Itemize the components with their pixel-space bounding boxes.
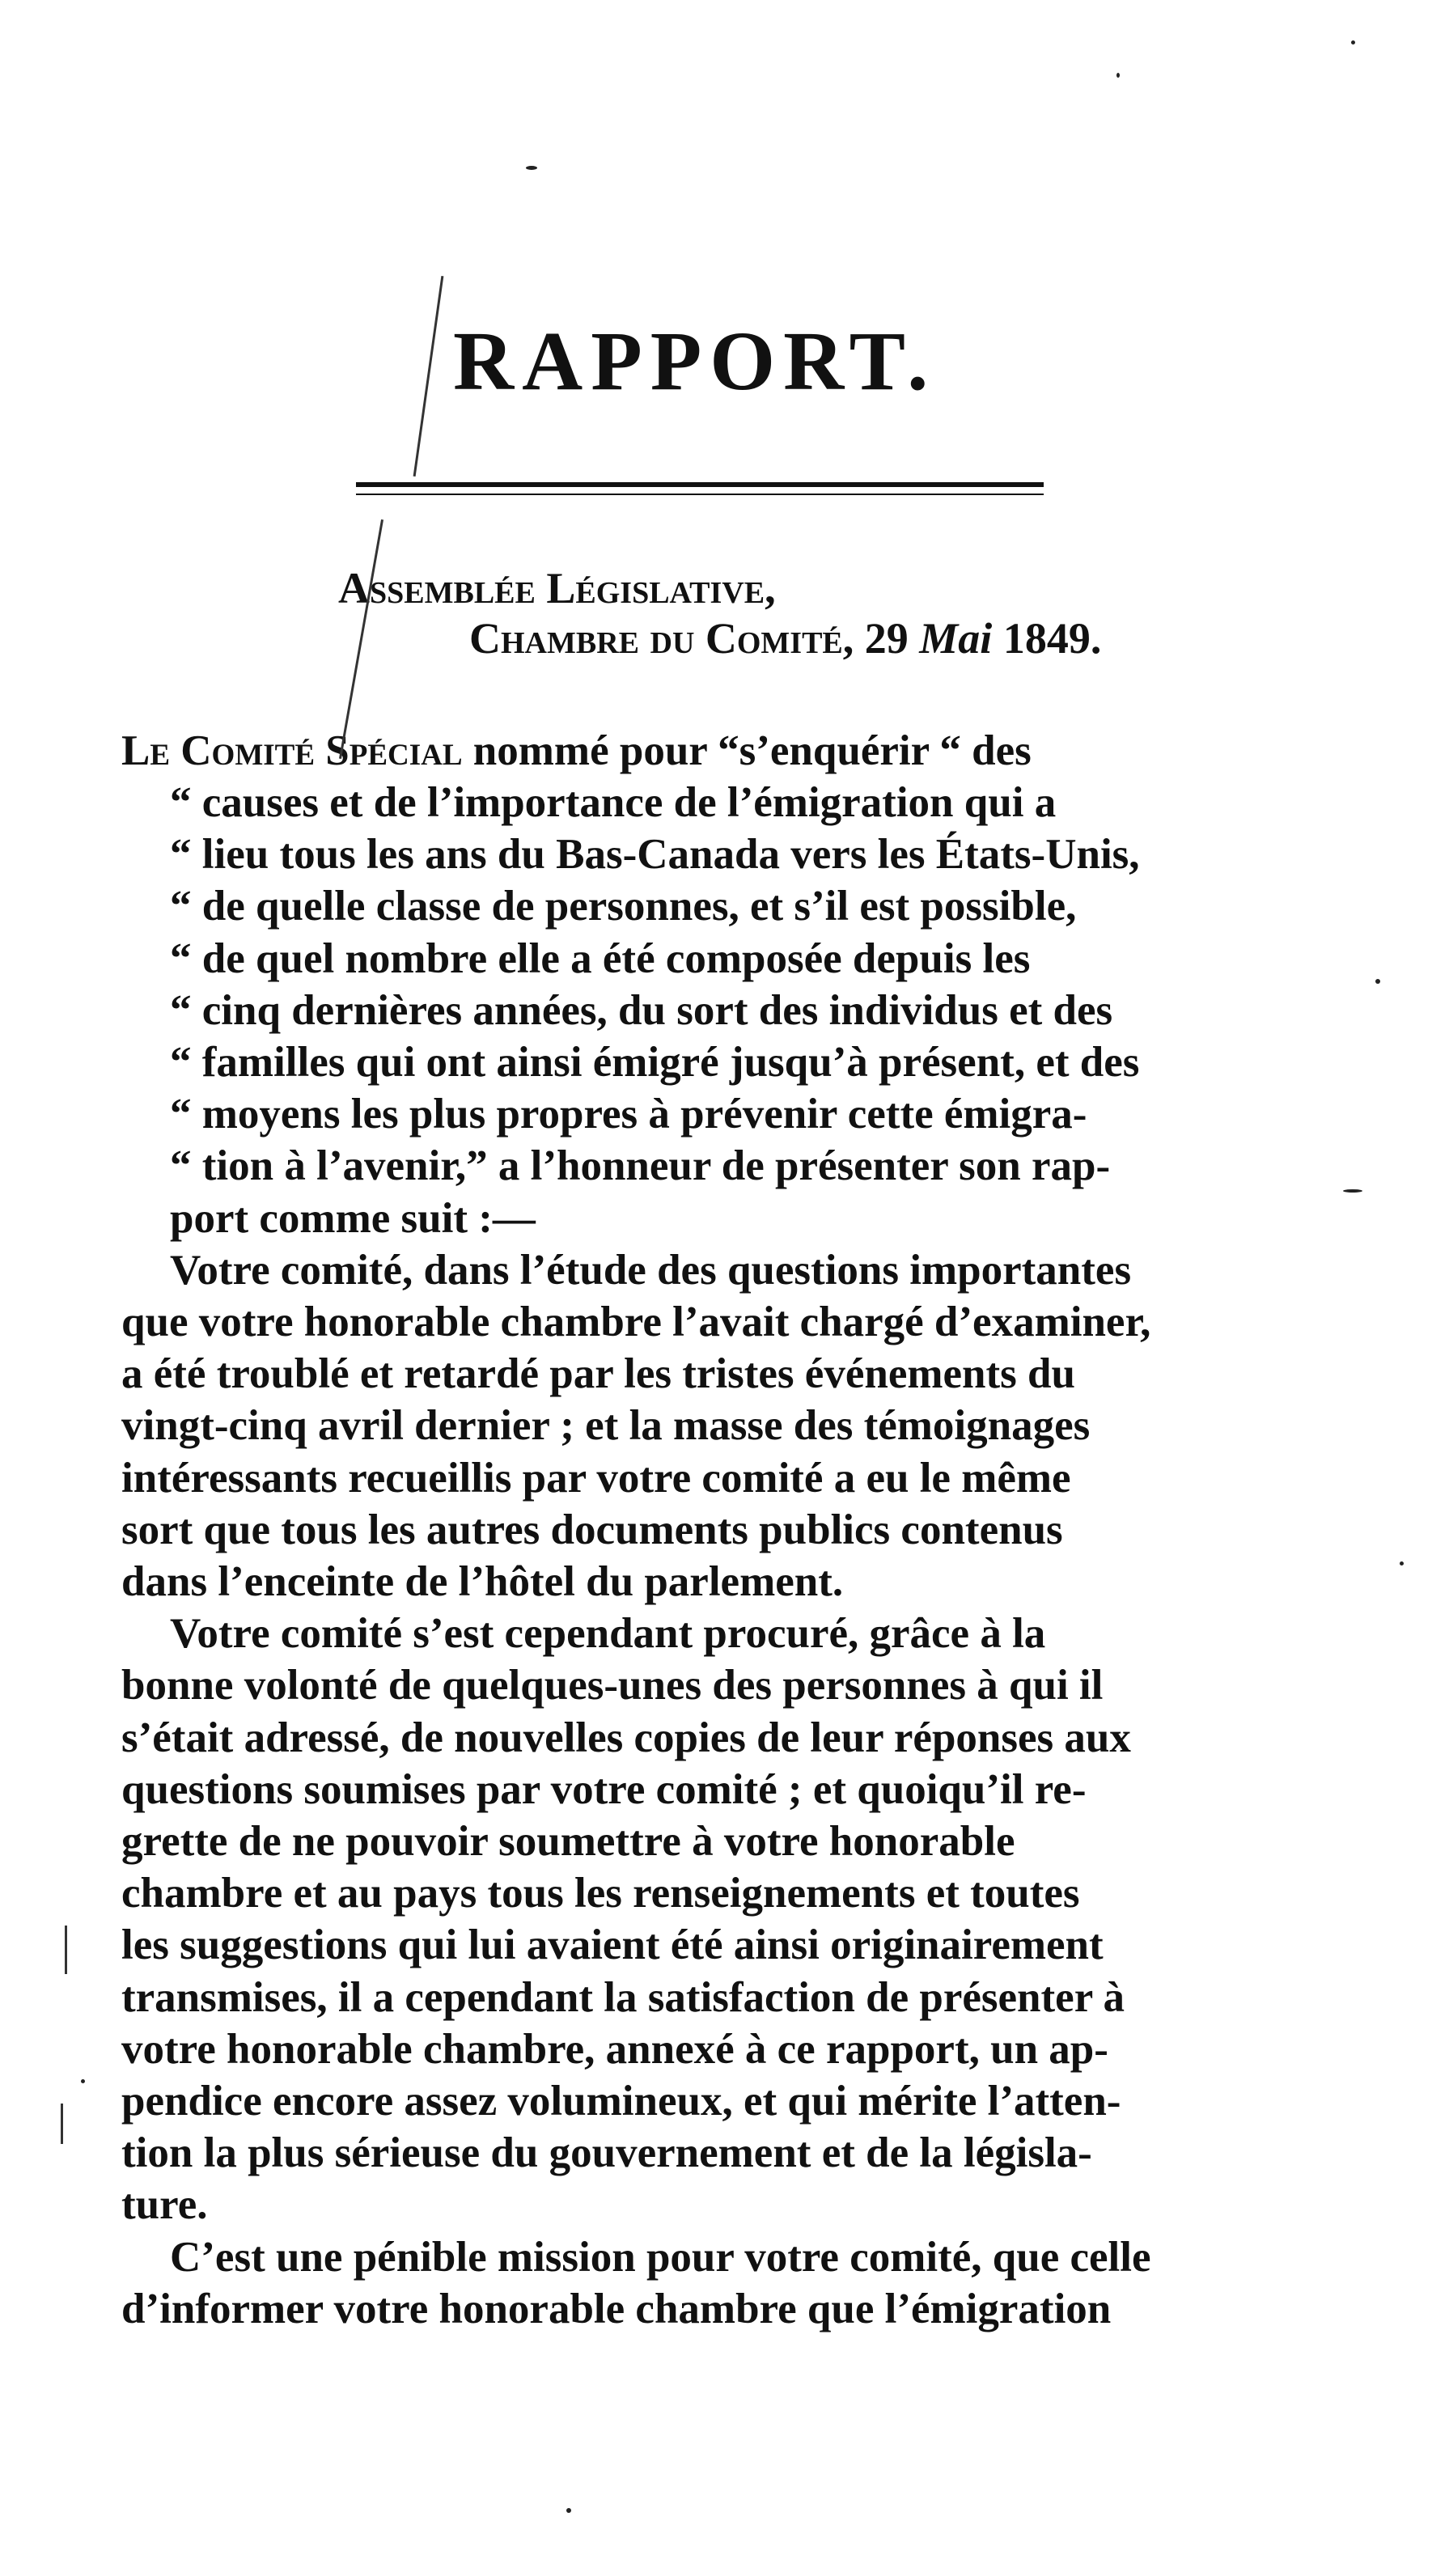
heading-assembly: Assemblée Législative, — [338, 564, 776, 612]
text-line: votre honorable chambre, annexé à ce rapport, un ap- — [121, 2025, 1108, 2073]
scan-speck — [526, 166, 537, 170]
scan-speck — [1400, 1561, 1404, 1566]
opening-line — [121, 727, 1032, 774]
text-line: s’était adressé, de nouvelles copies de leur réponses aux — [121, 1714, 1131, 1761]
text-line: chambre et au pays tous les renseignements et toutes — [121, 1870, 1080, 1917]
scan-speck — [1343, 1189, 1362, 1193]
text-line: vingt-cinq avril dernier ; et la masse des témoignages — [121, 1402, 1091, 1450]
text-line: dans l’enceinte de l’hôtel du parlement. — [121, 1558, 844, 1605]
text-line: tion la plus sérieuse du gouvernement et de la législa- — [121, 2129, 1092, 2177]
text-line: “ moyens les plus propres à prévenir cette émigra- — [170, 1091, 1087, 1138]
text-line: a été troublé et retardé par les tristes événements du — [121, 1350, 1075, 1398]
opening-rest: nommé pour “s’enquérir “ des — [472, 727, 1032, 774]
text-line: “ causes et de l’importance de l’émigration qui a — [170, 779, 1057, 826]
document-title: RAPPORT. — [453, 315, 937, 408]
text-line: “ de quelle classe de personnes, et s’il est possible, — [170, 883, 1077, 930]
text-line: d’informer votre honorable chambre que l’émigration — [121, 2285, 1112, 2332]
text-line: port comme suit :— — [170, 1194, 536, 1242]
text-line: intéressants recueillis par votre comité a eu le même — [121, 1454, 1071, 1502]
opening-lead: Le Comité Spécial — [121, 727, 463, 774]
text-line: “ de quel nombre elle a été composée depuis les — [170, 934, 1031, 982]
text-line: sort que tous les autres documents publics contenus — [121, 1506, 1063, 1553]
text-line: C’est une pénible mission pour votre comité, que celle — [170, 2233, 1151, 2281]
scan-stroke — [61, 2104, 63, 2144]
heading-month: Mai — [919, 614, 993, 663]
text-line: bonne volonté de quelques-unes des personnes à qui il — [121, 1662, 1104, 1710]
scan-stroke — [339, 519, 383, 759]
text-line: Votre comité s’est cependant procuré, grâce à la — [170, 1610, 1046, 1658]
heading-committee-date — [469, 614, 1102, 663]
scan-stroke — [65, 1926, 67, 1974]
text-line: “ familles qui ont ainsi émigré jusqu’à présent, et des — [170, 1039, 1140, 1086]
scan-speck — [566, 2508, 571, 2513]
heading-day: 29 — [864, 614, 909, 663]
text-line: “ cinq dernières années, du sort des individus et des — [170, 986, 1113, 1034]
text-line: “ tion à l’avenir,” a l’honneur de présenter son rap- — [170, 1142, 1111, 1190]
text-line: ture. — [121, 2181, 208, 2229]
title-rule-thick — [356, 482, 1044, 487]
heading-year: 1849. — [1002, 614, 1102, 663]
text-line: les suggestions qui lui avaient été ainsi originairement — [121, 1921, 1104, 1969]
scan-speck — [1116, 73, 1120, 78]
text-line: grette de ne pouvoir soumettre à votre honorable — [121, 1818, 1015, 1865]
text-line: transmises, il a cependant la satisfaction de présenter à — [121, 1973, 1125, 2021]
text-line: Votre comité, dans l’étude des questions importantes — [170, 1246, 1132, 1294]
title-rule-thin — [356, 494, 1044, 495]
text-line: pendice encore assez volumineux, et qui mérite l’atten- — [121, 2078, 1121, 2125]
scan-stroke — [413, 276, 444, 477]
heading-place: Chambre du Comité, — [469, 614, 854, 663]
text-line: questions soumises par votre comité ; et quoiqu’il re- — [121, 1765, 1087, 1813]
scan-speck — [81, 2079, 85, 2083]
scan-speck — [1351, 40, 1355, 44]
scan-speck — [1375, 979, 1380, 984]
text-line: “ lieu tous les ans du Bas-Canada vers les États-Unis, — [170, 831, 1140, 879]
text-line: que votre honorable chambre l’avait chargé d’examiner, — [121, 1299, 1151, 1345]
